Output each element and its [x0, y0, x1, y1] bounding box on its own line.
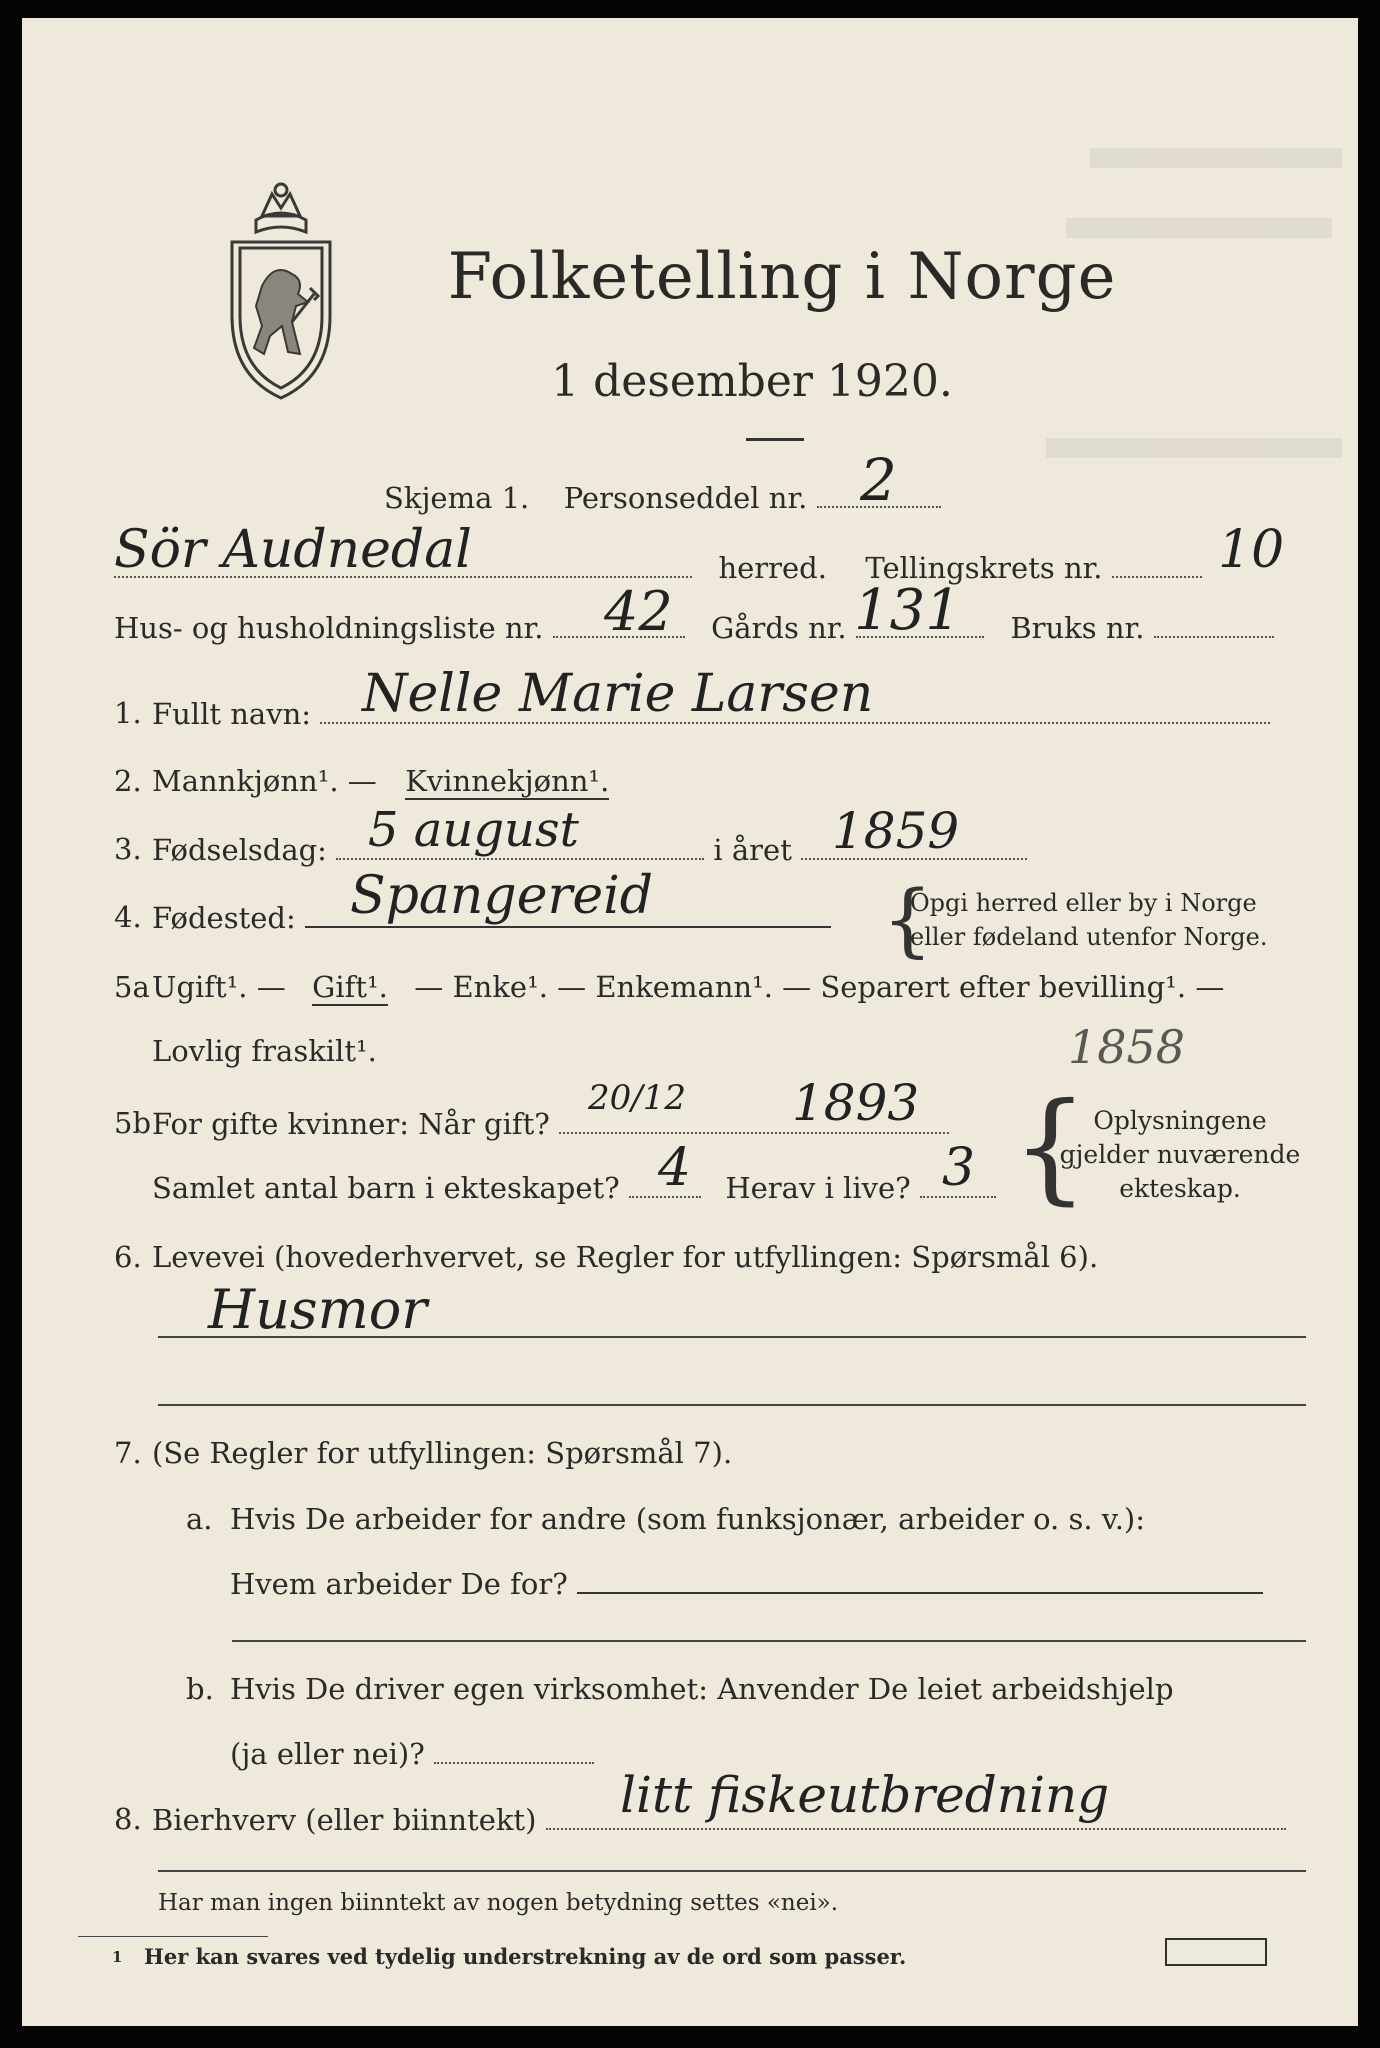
- tellingskrets-value: 10: [1218, 520, 1285, 580]
- norway-coat-of-arms-icon: [222, 176, 340, 406]
- schema-line: [384, 480, 941, 515]
- gards-label: Gårds nr.: [711, 611, 847, 645]
- sex-male-option[interactable]: Mannkjønn¹. —: [152, 764, 377, 798]
- personseddel-label: Personseddel nr.: [563, 481, 808, 515]
- household-label: Hus- og husholdningsliste nr.: [114, 611, 544, 645]
- footnote-text: Her kan svares ved tydelig understrekning av de ord som passer.: [144, 1944, 907, 1969]
- bruks-label: Bruks nr.: [1010, 611, 1145, 645]
- birthday-value: 5 august: [368, 802, 579, 858]
- side-income-value: litt fiskeutbredning: [620, 1766, 1110, 1824]
- q5b-label: For gifte kvinner: Når gift?: [152, 1107, 550, 1141]
- household-line: [114, 610, 1274, 645]
- bleed-through-mark: [972, 438, 1342, 458]
- q7a-line-2: [230, 1566, 1263, 1601]
- full-name-value: Nelle Marie Larsen: [362, 664, 874, 724]
- q5b-note-line-2: gjelder nuværende: [1059, 1140, 1301, 1169]
- q6-number: 6.: [114, 1240, 142, 1274]
- bleed-through-mark: [922, 148, 1342, 168]
- sex-female-option[interactable]: Kvinnekjønn¹.: [405, 764, 610, 798]
- herred-field[interactable]: [114, 550, 692, 578]
- children-value: 4: [658, 1138, 692, 1198]
- hired-help-field[interactable]: [434, 1736, 594, 1764]
- q5b-number: 5b: [114, 1106, 152, 1140]
- status-married-option[interactable]: Gift¹.: [312, 970, 388, 1004]
- q4-number: 4.: [114, 900, 142, 934]
- q5b-note-line-1: Oplysningene: [1093, 1106, 1267, 1135]
- status-other-options[interactable]: — Enke¹. — Enkemann¹. — Separert efter bevilling¹. —: [414, 970, 1225, 1004]
- occupation-line-1[interactable]: [158, 1336, 1306, 1338]
- census-form-page: [22, 18, 1358, 2026]
- employer-field[interactable]: [577, 1566, 1263, 1594]
- birthplace-value: Spangereid: [350, 866, 654, 926]
- q7b-number: b.: [186, 1672, 214, 1706]
- q7a-line: [230, 1502, 1145, 1536]
- q1-label: Fullt navn:: [152, 697, 312, 731]
- q7b-line-2: [230, 1736, 594, 1771]
- bruks-field[interactable]: [1154, 610, 1274, 638]
- q5a-line-2: [152, 1034, 377, 1068]
- q4-note-line-1: Opgi herred eller by i Norge: [910, 889, 1257, 917]
- marriage-date-value: 20/12: [588, 1078, 686, 1118]
- footnote-mark: 1: [112, 1948, 123, 1966]
- q5b-note: [1050, 1104, 1310, 1206]
- q7-label: (Se Regler for utfyllingen: Spørsmål 7).: [152, 1436, 733, 1470]
- status-unmarried-option[interactable]: Ugift¹. —: [152, 970, 286, 1004]
- q7-line: [152, 1436, 732, 1470]
- tellingskrets-field[interactable]: [1112, 550, 1202, 578]
- children-label: Samlet antal barn i ekteskapet?: [152, 1171, 620, 1205]
- gards-value: 131: [854, 578, 961, 643]
- printer-stamp: [1165, 1938, 1267, 1966]
- q7b-label: Hvis De driver egen virksomhet: Anvender De leiet arbeidshjelp: [230, 1672, 1174, 1706]
- q5b-line-2: [152, 1170, 996, 1205]
- q7a-number: a.: [186, 1502, 213, 1536]
- schema-label: Skjema 1.: [384, 481, 530, 515]
- tellingskrets-label: Tellingskrets nr.: [865, 551, 1103, 585]
- employer-line-2[interactable]: [232, 1640, 1306, 1642]
- q4-brace: {: [882, 873, 933, 966]
- q8-number: 8.: [114, 1802, 142, 1836]
- q4-note-line-2: eller fødeland utenfor Norge.: [910, 923, 1268, 951]
- footnote-divider: [78, 1936, 268, 1937]
- q3-number: 3.: [114, 832, 142, 866]
- q5a-line: [152, 970, 1224, 1006]
- personseddel-value: 2: [860, 446, 897, 514]
- occupation-value: Husmor: [208, 1278, 428, 1341]
- q2-line: [152, 764, 609, 800]
- herred-value: Sör Audnedal: [114, 520, 472, 580]
- status-divorced-option[interactable]: Lovlig fraskilt¹.: [152, 1034, 377, 1068]
- q7b-line: [230, 1672, 1174, 1706]
- side-income-line-2[interactable]: [158, 1870, 1306, 1872]
- living-value: 3: [942, 1138, 976, 1198]
- q4-note: [910, 886, 1268, 954]
- birth-year-value: 1859: [832, 802, 960, 860]
- employer-label: Hvem arbeider De for?: [230, 1567, 568, 1601]
- census-date: 1 desember 1920.: [551, 356, 953, 407]
- marriage-year-value: 1893: [792, 1074, 920, 1132]
- q2-number: 2.: [114, 764, 142, 798]
- q6-label: Levevei (hovederhvervet, se Regler for utfyllingen: Spørsmål 6).: [152, 1240, 1099, 1274]
- q4-label: Fødested:: [152, 901, 296, 935]
- q5b-brace: {: [1012, 1078, 1089, 1217]
- household-value: 42: [604, 580, 673, 643]
- q5a-number: 5a: [114, 970, 150, 1004]
- living-label: Herav i live?: [725, 1171, 911, 1205]
- q3-year-label: i året: [713, 833, 792, 867]
- q8-label: Bierhverv (eller biinntekt): [152, 1803, 537, 1837]
- q7a-label: Hvis De arbeider for andre (som funksjonær, arbeider o. s. v.):: [230, 1502, 1146, 1536]
- herred-label: herred.: [718, 551, 827, 585]
- q7-number: 7.: [114, 1436, 142, 1470]
- q5a-annotation: 1858: [1068, 1020, 1186, 1074]
- q3-label: Fødselsdag:: [152, 833, 327, 867]
- q6-line: [152, 1240, 1098, 1274]
- q1-number: 1.: [114, 696, 142, 730]
- hired-help-label: (ja eller nei)?: [230, 1737, 425, 1771]
- q5b-note-line-3: ekteskap.: [1119, 1174, 1241, 1203]
- occupation-line-2[interactable]: [158, 1404, 1306, 1406]
- form-title: Folketelling i Norge: [447, 240, 1117, 314]
- bleed-through-mark: [952, 218, 1332, 238]
- title-divider: [746, 438, 804, 441]
- nei-note: Har man ingen biinntekt av nogen betydning settes «nei».: [158, 1890, 839, 1916]
